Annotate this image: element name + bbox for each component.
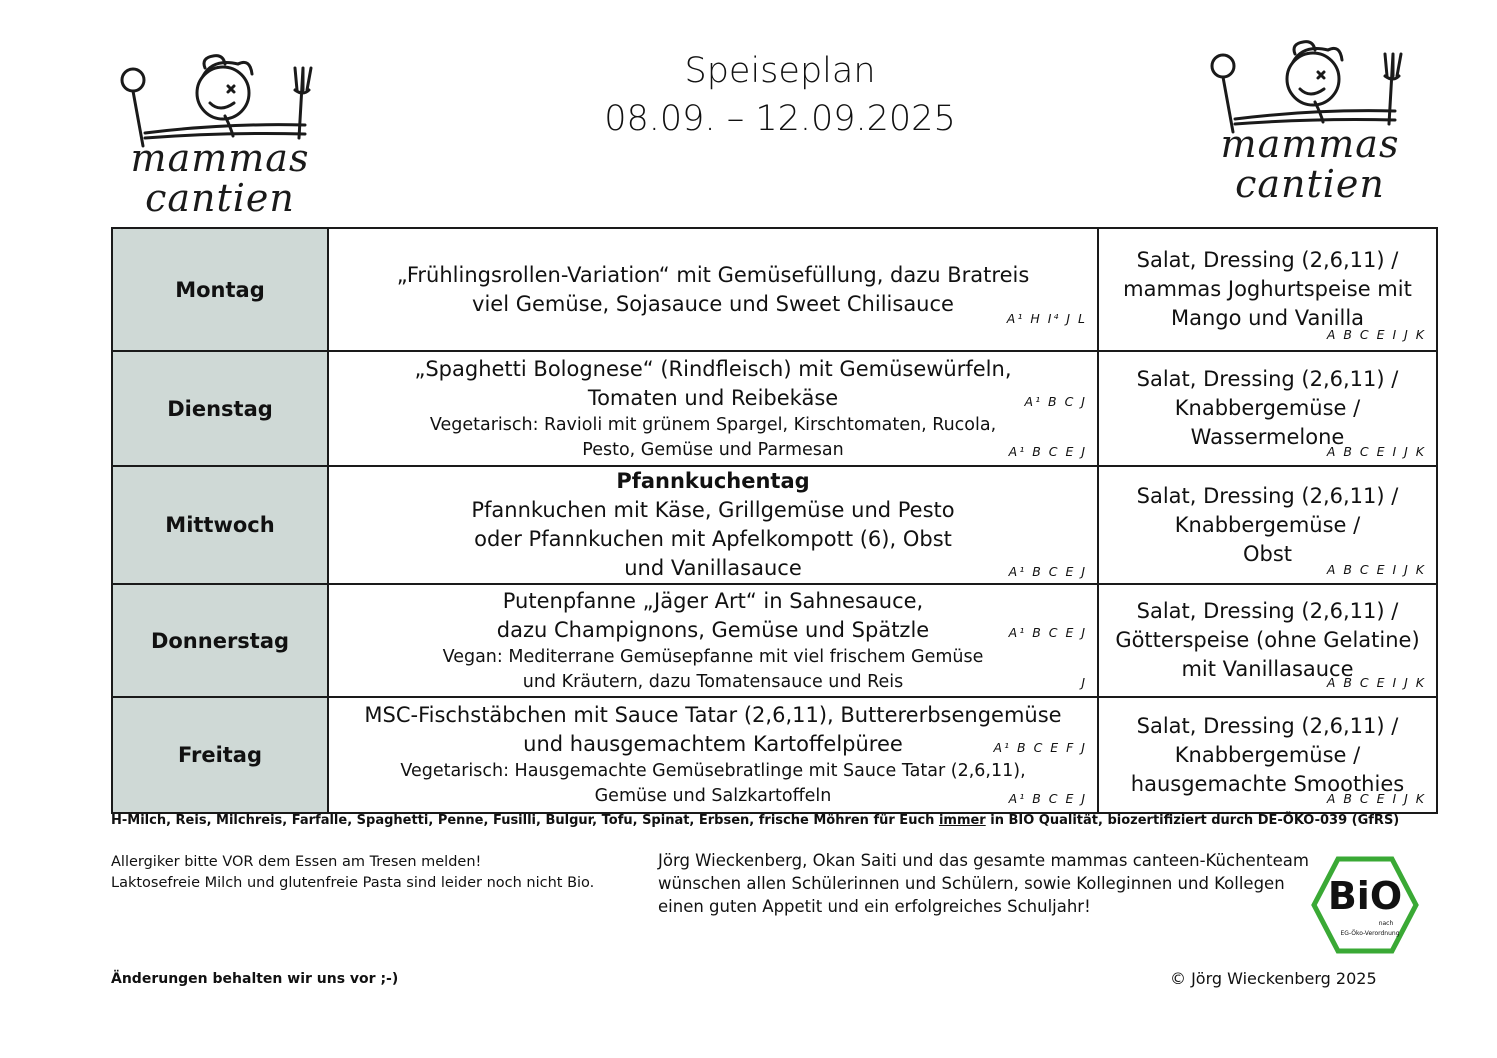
day-cell: Mittwoch xyxy=(112,466,328,584)
allergen-code: A B C E I J K xyxy=(1326,675,1426,690)
side-dish-line: Salat, Dressing (2,6,11) / xyxy=(1136,483,1399,508)
vegetarian-line: Vegetarisch: Hausgemachte Gemüsebratlinge mit Sauce Tatar (2,6,11), xyxy=(400,761,1026,781)
bio-logo-text: BiO xyxy=(1327,874,1403,918)
vegetarian-line: Vegetarisch: Ravioli mit grünem Spargel, Kirschtomaten, Rucola, xyxy=(429,414,997,435)
main-dish-line: viel Gemüse, Sojasauce und Sweet Chilisauce xyxy=(472,291,954,316)
main-dish-line: „Spaghetti Bolognese“ (Rindfleisch) mit Gemüsewürfeln, xyxy=(414,356,1012,381)
allergen-code: A B C E I J K xyxy=(1326,444,1426,459)
allergy-line: Allergiker bitte VOR dem Essen am Tresen melden! xyxy=(111,854,482,870)
logo-text-mammas: mammas xyxy=(130,136,310,180)
bio-seal xyxy=(1310,855,1420,955)
main-dish-cell xyxy=(328,697,1098,813)
logo-text-cantien: cantien xyxy=(1235,162,1385,206)
allergen-code: A¹ B C E J xyxy=(1008,444,1087,459)
side-dish-line: Knabbergemüse / xyxy=(1174,742,1361,767)
allergen-code: A B C E I J K xyxy=(1326,327,1426,342)
side-dish-line: mammas Joghurtspeise mit xyxy=(1123,277,1412,301)
allergen-code: A B C E I J K xyxy=(1326,562,1426,577)
main-dish-cell xyxy=(328,466,1098,584)
mammas-canteen-logo-left xyxy=(105,38,335,233)
allergen-code: A¹ B C E J xyxy=(1008,791,1087,806)
menu-table xyxy=(111,227,1438,814)
date-range: 08.09. – 12.09.2025 xyxy=(604,99,956,139)
side-dish-line: Knabbergemüse / xyxy=(1174,396,1361,420)
bio-note-text: H-Milch, Reis, Milchreis, Farfalle, Spaghetti, Penne, Fusilli, Bulgur, Tofu, Spinat, Erbsen, frische Möhren für Euch xyxy=(111,813,939,828)
vegan-line: Vegan: Mediterrane Gemüsepfanne mit viel frischem Gemüse xyxy=(442,646,984,667)
side-dish-line: Salat, Dressing (2,6,11) / xyxy=(1136,599,1399,623)
side-dish-line: mit Vanillasauce xyxy=(1181,657,1354,681)
allergen-code: A¹ B C E J xyxy=(1008,564,1087,579)
main-dish-line: „Frühlingsrollen-Variation“ mit Gemüsefüllung, dazu Bratreis xyxy=(396,262,1030,287)
allergy-line: Laktosefreie Milch und glutenfreie Pasta sind leider noch nicht Bio. xyxy=(111,875,595,891)
day-cell: Donnerstag xyxy=(112,584,328,697)
main-dish-line: Pfannkuchen mit Käse, Grillgemüse und Pesto xyxy=(471,498,955,522)
mammas-canteen-logo-right xyxy=(1195,24,1425,219)
main-dish-line: und hausgemachtem Kartoffelpüree xyxy=(523,732,903,756)
table-row xyxy=(112,466,1437,584)
logo-text-cantien: cantien xyxy=(145,176,295,220)
main-dish-cell xyxy=(328,228,1098,351)
side-dish-line: Salat, Dressing (2,6,11) / xyxy=(1136,248,1399,272)
day-cell: Freitag xyxy=(112,697,328,813)
allergen-code: A¹ H I⁴ J L xyxy=(1006,311,1087,326)
bio-logo-sub: EG-Öko-Verordnung xyxy=(1340,930,1400,937)
side-dish-line: Salat, Dressing (2,6,11) / xyxy=(1136,367,1399,391)
vegan-line: und Kräutern, dazu Tomatensauce und Reis xyxy=(522,671,904,692)
main-dish-line: oder Pfannkuchen mit Apfelkompott (6), Obst xyxy=(474,527,952,551)
main-dish-cell xyxy=(328,351,1098,466)
bio-note-text: in BIO Qualität, biozertifiziert durch DE-ÖKO-039 (GfRS) xyxy=(985,813,1400,828)
side-dish-cell xyxy=(1098,584,1437,697)
main-dish-line: Putenpfanne „Jäger Art“ in Sahnesauce, xyxy=(502,588,924,613)
day-theme-title: Pfannkuchentag xyxy=(616,469,810,493)
main-dish-line: Tomaten und Reibekäse xyxy=(587,385,839,410)
greeting-line: wünschen allen Schülerinnen und Schülern, sowie Kolleginnen und Kollegen xyxy=(658,874,1285,893)
bio-logo-sub: nach xyxy=(1378,920,1394,927)
copyright: © Jörg Wieckenberg 2025 xyxy=(1170,969,1377,988)
table-row xyxy=(112,351,1437,466)
greeting-line: einen guten Appetit und ein erfolgreiches Schuljahr! xyxy=(658,897,1091,916)
main-dish-line: dazu Champignons, Gemüse und Spätzle xyxy=(496,617,930,642)
allergen-code: A¹ B C E F J xyxy=(993,740,1087,755)
side-dish-line: Mango und Vanilla xyxy=(1170,306,1365,330)
side-dish-cell xyxy=(1098,228,1437,351)
page-title: Speiseplan xyxy=(684,51,876,91)
side-dish-line: Salat, Dressing (2,6,11) / xyxy=(1136,713,1399,738)
side-dish-cell xyxy=(1098,697,1437,813)
side-dish-line: Knabbergemüse / xyxy=(1174,512,1361,537)
side-dish-cell xyxy=(1098,466,1437,584)
table-row xyxy=(112,697,1437,813)
allergen-code: J xyxy=(1081,675,1087,690)
side-dish-line: Wassermelone xyxy=(1190,425,1345,449)
allergy-notice xyxy=(111,852,594,894)
bio-note-emphasis: immer xyxy=(938,813,986,828)
table-row xyxy=(112,228,1437,351)
bio-hexagon-icon xyxy=(1310,855,1420,955)
side-dish-line: hausgemachte Smoothies xyxy=(1130,771,1405,796)
day-cell: Dienstag xyxy=(112,351,328,466)
side-dish-line: Obst xyxy=(1242,541,1293,566)
bio-ingredients-note xyxy=(111,811,1399,830)
main-dish-line: MSC-Fischstäbchen mit Sauce Tatar (2,6,11), Buttererbsengemüse xyxy=(364,703,1062,727)
side-dish-line: Götterspeise (ohne Gelatine) xyxy=(1115,628,1420,652)
side-dish-cell xyxy=(1098,351,1437,466)
vegetarian-line: Pesto, Gemüse und Parmesan xyxy=(582,439,844,460)
greeting-line: Jörg Wieckenberg, Okan Saiti und das gesamte mammas canteen-Küchenteam xyxy=(658,851,1309,870)
allergen-code: A¹ B C J xyxy=(1024,394,1087,409)
main-dish-line: und Vanillasauce xyxy=(624,556,802,580)
greeting-message xyxy=(658,849,1309,918)
day-cell: Montag xyxy=(112,228,328,351)
main-dish-cell xyxy=(328,584,1098,697)
vegetarian-line: Gemüse und Salzkartoffeln xyxy=(594,786,832,806)
changes-notice: Änderungen behalten wir uns vor ;-) xyxy=(111,971,399,987)
allergen-code: A¹ B C E J xyxy=(1008,625,1087,640)
logo-text-mammas: mammas xyxy=(1220,122,1400,166)
table-row xyxy=(112,584,1437,697)
allergen-code: A B C E I J K xyxy=(1326,791,1426,806)
